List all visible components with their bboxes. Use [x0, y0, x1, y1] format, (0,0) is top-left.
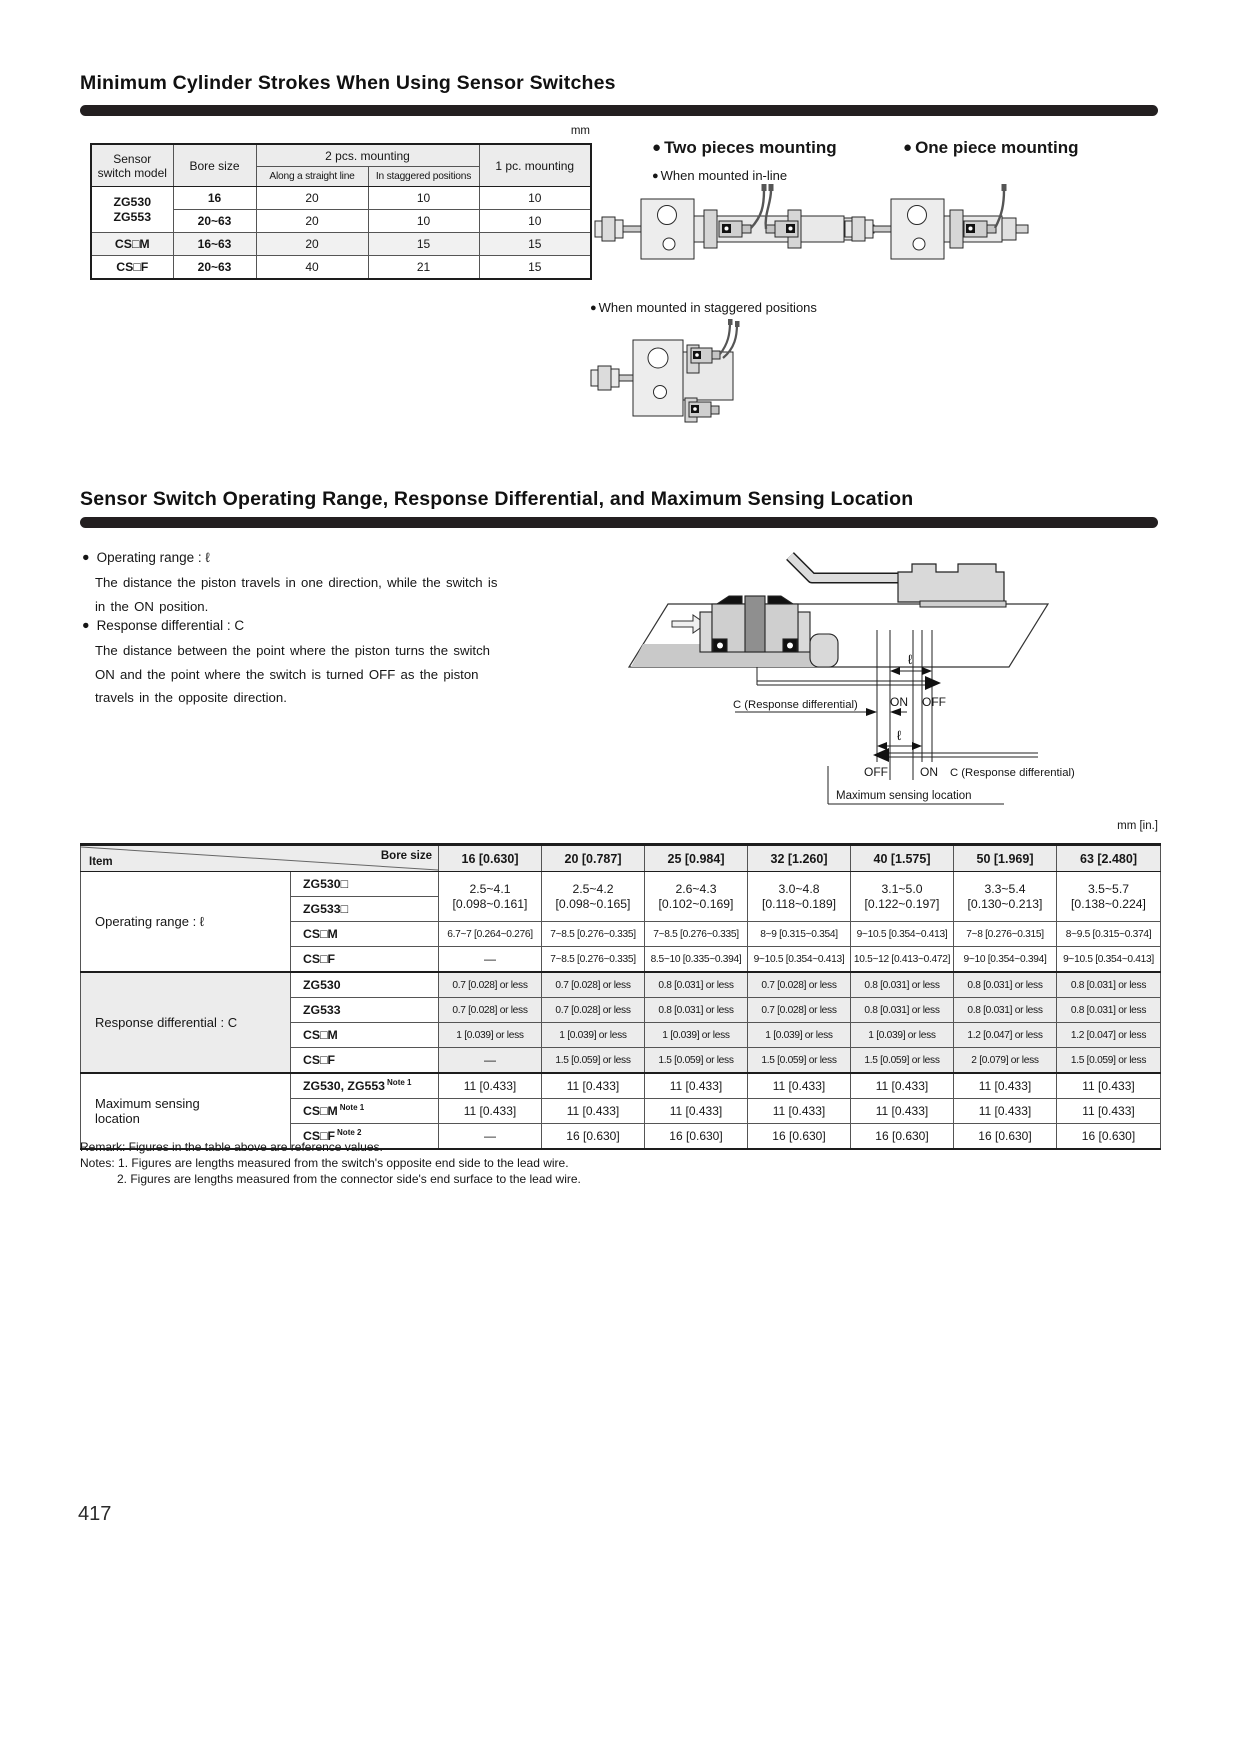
bullet-icon: ●	[590, 302, 597, 314]
one-piece-mounting-diagram	[842, 182, 1032, 282]
section1-title: Minimum Cylinder Strokes When Using Sensor Switches	[80, 72, 616, 94]
cell: 16 [0.630]	[954, 1124, 1057, 1150]
cell: 1 [0.039] or less	[645, 1023, 748, 1048]
bore-cell: 20~63	[173, 210, 256, 233]
wire-tip	[735, 321, 740, 327]
mounted-staggered-label: ● When mounted in staggered positions	[590, 300, 817, 315]
bore-cell: 20~63	[173, 256, 256, 280]
staggered-mounting-diagram	[588, 318, 758, 430]
col-header-40: 40 [1.575]	[851, 845, 954, 872]
max-sensing-label: Maximum sensing location	[836, 790, 972, 802]
cell: 0.7 [0.028] or less	[748, 998, 851, 1023]
operating-range-bullet: ● Operating range : ℓ	[82, 550, 210, 565]
bore-cell: 16	[173, 187, 256, 210]
cell: 1.5 [0.059] or less	[542, 1048, 645, 1074]
table1-unit-label: mm	[570, 125, 590, 137]
cell: 8.5~10 [0.335~0.394]	[645, 947, 748, 973]
cell: 1 [0.039] or less	[851, 1023, 954, 1048]
cell: 6.7~7 [0.264~0.276]	[439, 922, 542, 947]
cell: 11 [0.433]	[851, 1099, 954, 1124]
cell: 16 [0.630]	[645, 1124, 748, 1150]
off-label-1: OFF	[922, 695, 946, 709]
cell: 0.8 [0.031] or less	[954, 972, 1057, 998]
cell: 16 [0.630]	[1057, 1124, 1161, 1150]
value-cell: 40	[256, 256, 368, 280]
model-csm: CS□M	[91, 233, 173, 256]
seal-ring	[717, 643, 723, 649]
cell: 11 [0.433]	[645, 1099, 748, 1124]
cell: 9~10.5 [0.354~0.413]	[1057, 947, 1161, 973]
model-csf: CS□F	[91, 256, 173, 280]
wire-tip	[769, 184, 774, 191]
cell: —	[439, 1048, 542, 1074]
seal-ring	[787, 643, 793, 649]
col-header-63: 63 [2.480]	[1057, 845, 1161, 872]
ell-label-2: ℓ	[896, 728, 902, 743]
corner-bore-label: Bore size	[380, 850, 432, 862]
row-label-csf: CS□F	[291, 1048, 439, 1074]
cell: 0.8 [0.031] or less	[851, 998, 954, 1023]
note-ref: Note 1	[339, 1103, 365, 1113]
group-operating-range: Operating range : ℓ	[81, 872, 291, 973]
cell: 11 [0.433]	[439, 1073, 542, 1099]
cell: 1.5 [0.059] or less	[645, 1048, 748, 1074]
corner-item-label: Item	[89, 856, 113, 868]
value-cell: 10	[368, 187, 479, 210]
cell: 0.7 [0.028] or less	[439, 998, 542, 1023]
operating-range-table	[80, 843, 1161, 1150]
row-label-zg533: ZG533	[291, 998, 439, 1023]
cell: 2 [0.079] or less	[954, 1048, 1057, 1074]
cell: 11 [0.433]	[748, 1073, 851, 1099]
cell: 8~9.5 [0.315~0.374]	[1057, 922, 1161, 947]
header-1pc-mounting: 1 pc. mounting	[479, 144, 591, 187]
cell: 16 [0.630]	[851, 1124, 954, 1150]
sensor-switch-indicators	[966, 224, 975, 233]
table-note-2: 2. Figures are lengths measured from the connector side's end surface to the lead wire.	[117, 1172, 581, 1186]
cell: 16 [0.630]	[542, 1124, 645, 1150]
on-label-1: ON	[890, 695, 908, 709]
section2-title: Sensor Switch Operating Range, Response Differential, and Maximum Sensing Location	[80, 488, 914, 510]
cell: 0.7 [0.028] or less	[542, 998, 645, 1023]
off-label-2: OFF	[864, 765, 888, 779]
cell: 11 [0.433]	[439, 1099, 542, 1124]
cell: 8~9 [0.315~0.354]	[748, 922, 851, 947]
cylinder-body	[845, 199, 1028, 259]
cell: 0.8 [0.031] or less	[851, 972, 954, 998]
header-along-straight-line: Along a straight line	[256, 167, 368, 187]
mounted-inline-label: ● When mounted in-line	[652, 168, 788, 183]
cell: 11 [0.433]	[542, 1099, 645, 1124]
cell: 1.5 [0.059] or less	[851, 1048, 954, 1074]
response-differential-text: The distance between the point where the piston turns the switch ON and the point where the switch is turned OFF as the piston travels in the opposite direction.	[95, 643, 490, 705]
note-ref: Note 1	[387, 1078, 412, 1088]
bore-cell: 16~63	[173, 233, 256, 256]
operating-range-text: The distance the piston travels in one direction, while the switch is in the ON position.	[95, 575, 498, 614]
operating-range-diagram	[560, 490, 1160, 820]
row-label-csm: CS□M	[291, 1023, 439, 1048]
header-bore-size: Bore size	[173, 144, 256, 187]
row-label-csm: CS□M	[291, 922, 439, 947]
cell: 11 [0.433]	[1057, 1073, 1161, 1099]
cell: 1.5 [0.059] or less	[1057, 1048, 1161, 1074]
col-header-32: 32 [1.260]	[748, 845, 851, 872]
table-remark: Remark: Figures in the table above are reference values.	[80, 1140, 383, 1154]
row-label-zg530-zg553: ZG530, ZG553 $^{Note 1}$	[291, 1073, 439, 1099]
cell: 3.5~5.7 [0.138~0.224]	[1057, 872, 1161, 922]
cell: 1.2 [0.047] or less	[954, 1023, 1057, 1048]
row-label-csm: CS□M $^{Note 1}$	[291, 1099, 439, 1124]
cell: 0.7 [0.028] or less	[748, 972, 851, 998]
value-cell: 20	[256, 187, 368, 210]
page-number: 417	[78, 1503, 112, 1525]
cell: 11 [0.433]	[1057, 1099, 1161, 1124]
cell: 0.8 [0.031] or less	[645, 972, 748, 998]
cell: 10.5~12 [0.413~0.472]	[851, 947, 954, 973]
cell: 11 [0.433]	[645, 1073, 748, 1099]
row-label-zg533: ZG533□	[291, 897, 439, 922]
cell: 3.1~5.0 [0.122~0.197]	[851, 872, 954, 922]
value-cell: 20	[256, 210, 368, 233]
cell: —	[439, 1124, 542, 1150]
model-zg530-zg553: ZG530 ZG553	[91, 187, 173, 233]
cell: 11 [0.433]	[954, 1073, 1057, 1099]
diagram-labels	[733, 652, 1075, 802]
group-max-sensing: Maximum sensing location	[81, 1073, 291, 1149]
header-2pcs-mounting: 2 pcs. mounting	[256, 144, 479, 167]
bullet-icon: ●	[82, 618, 90, 632]
ell-label-1: ℓ	[907, 652, 913, 667]
value-cell: 15	[368, 233, 479, 256]
cell: 1 [0.039] or less	[748, 1023, 851, 1048]
cell: 7~8.5 [0.276~0.335]	[645, 922, 748, 947]
cell: 1 [0.039] or less	[439, 1023, 542, 1048]
header-staggered-positions: In staggered positions	[368, 167, 479, 187]
on-label-2: ON	[920, 765, 938, 779]
bullet-icon: ●	[903, 139, 913, 156]
cell: 0.7 [0.028] or less	[542, 972, 645, 998]
value-cell: 10	[479, 187, 591, 210]
cell: 3.0~4.8 [0.118~0.189]	[748, 872, 851, 922]
corner-cell	[81, 845, 439, 872]
cell: 0.8 [0.031] or less	[645, 998, 748, 1023]
value-cell: 21	[368, 256, 479, 280]
col-header-16: 16 [0.630]	[439, 845, 542, 872]
cell: —	[439, 947, 542, 973]
response-differential-bullet: ● Response differential : C	[82, 618, 245, 633]
col-header-50: 50 [1.969]	[954, 845, 1057, 872]
section1-rule	[80, 105, 1158, 116]
cell: 16 [0.630]	[748, 1124, 851, 1150]
cylinder-body	[595, 199, 874, 259]
table-note-1: Notes: 1. Figures are lengths measured from the switch's opposite end side to the lead wire.	[80, 1156, 569, 1170]
cell: 7~8.5 [0.276~0.335]	[542, 947, 645, 973]
bullet-icon: ●	[82, 550, 90, 564]
cell: 1.2 [0.047] or less	[1057, 1023, 1161, 1048]
wire-tip	[728, 319, 733, 325]
cell: 0.8 [0.031] or less	[1057, 998, 1161, 1023]
cell: 9~10 [0.354~0.394]	[954, 947, 1057, 973]
row-label-csf: CS□F $^{Note 2}$	[291, 1124, 439, 1150]
min-stroke-table	[90, 143, 592, 280]
cell: 7~8.5 [0.276~0.335]	[542, 922, 645, 947]
row-label-zg530: ZG530□	[291, 872, 439, 897]
cell: 2.5~4.1 [0.098~0.161]	[439, 872, 542, 922]
sensor-switch	[790, 556, 1006, 607]
c-label-1: C (Response differential)	[733, 699, 858, 711]
one-piece-mounting-heading: ● One piece mounting	[903, 138, 1079, 157]
row-label-csf: CS□F	[291, 947, 439, 973]
cell: 11 [0.433]	[954, 1099, 1057, 1124]
cell: 11 [0.433]	[851, 1073, 954, 1099]
cell: 2.6~4.3 [0.102~0.169]	[645, 872, 748, 922]
cell: 1.5 [0.059] or less	[748, 1048, 851, 1074]
col-header-20: 20 [0.787]	[542, 845, 645, 872]
header-sensor-switch-model: Sensor switch model	[91, 144, 173, 187]
value-cell: 15	[479, 256, 591, 280]
cell: 0.7 [0.028] or less	[439, 972, 542, 998]
group-response-differential: Response differential : C	[81, 972, 291, 1073]
row-label-zg530: ZG530	[291, 972, 439, 998]
cell: 9~10.5 [0.354~0.413]	[851, 922, 954, 947]
value-cell: 15	[479, 233, 591, 256]
cell: 0.8 [0.031] or less	[954, 998, 1057, 1023]
cell: 7~8 [0.276~0.315]	[954, 922, 1057, 947]
wire-tip	[1002, 184, 1007, 191]
c-label-2: C (Response differential)	[950, 767, 1075, 779]
note-ref: Note 2	[337, 1128, 362, 1138]
cell: 1 [0.039] or less	[542, 1023, 645, 1048]
cell: 11 [0.433]	[748, 1099, 851, 1124]
value-cell: 10	[479, 210, 591, 233]
cell: 3.3~5.4 [0.130~0.213]	[954, 872, 1057, 922]
wire-tip	[762, 184, 767, 191]
cylinder-body	[591, 340, 733, 422]
cell: 9~10.5 [0.354~0.413]	[748, 947, 851, 973]
big-table-unit-label: mm [in.]	[1117, 820, 1158, 832]
cell: 2.5~4.2 [0.098~0.165]	[542, 872, 645, 922]
cell: 11 [0.433]	[542, 1073, 645, 1099]
two-pieces-mounting-heading: ● Two pieces mounting	[652, 138, 837, 157]
bullet-icon: ●	[652, 139, 662, 156]
col-header-25: 25 [0.984]	[645, 845, 748, 872]
cell: 0.8 [0.031] or less	[1057, 972, 1161, 998]
value-cell: 10	[368, 210, 479, 233]
bullet-icon: ●	[652, 170, 659, 182]
value-cell: 20	[256, 233, 368, 256]
